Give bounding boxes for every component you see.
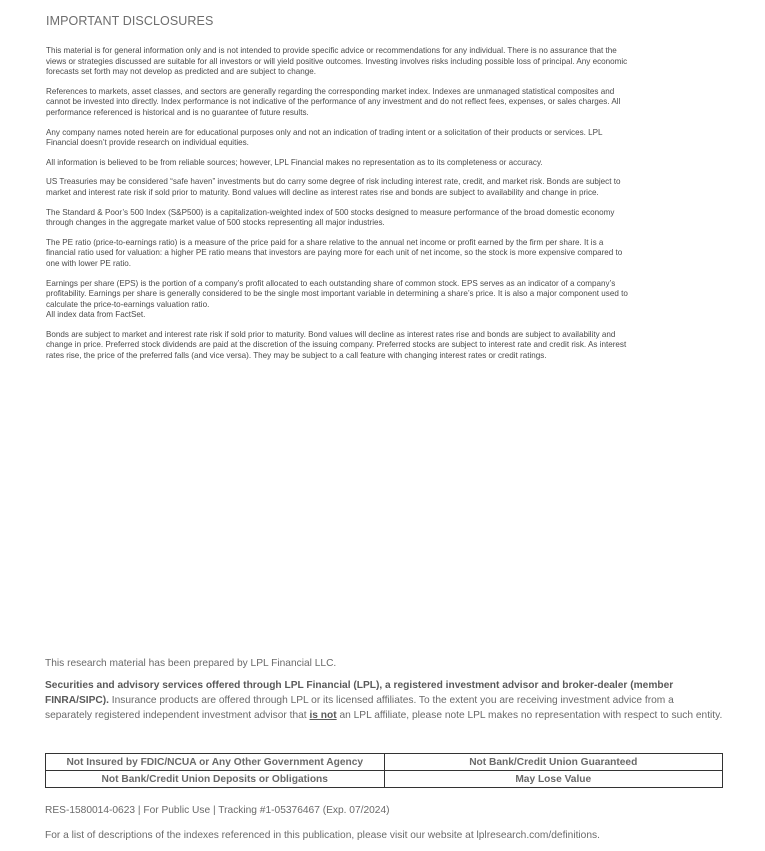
tracking-number: RES-1580014-0623 | For Public Use | Tracking #1-05376467 (Exp. 07/2024) [45,805,390,816]
disclosure-line: Financial doesn’t provide research on individual equities. [46,138,249,148]
table-row [46,754,723,771]
disclosure-line: market and interest rate risk if sold prior to maturity. Bond values will decline as interest rates rise and bonds are subject to availability and change in price. [46,187,599,197]
disclosure-line: The PE ratio (price-to-earnings ratio) is a measure of the price paid for a share relative to the annual net income or profit earned by the firm per share. It is a [46,237,604,247]
disclosure-line: one with lower PE ratio. [46,258,132,268]
disclosure-line: profitability. Earnings per share is generally considered to be the single most important variable in determining a share’s price. It is also a major component used to [46,289,628,299]
disclosure-line: Earnings per share (EPS) is the portion of a company’s profit allocated to each outstanding share of common stock. EPS serves as an indicator of a company’s [46,278,616,288]
disclosure-line: performance referenced is historical and is no guarantee of future results. [46,107,309,117]
disclosure-line: change in price. Preferred stock dividends are paid at the discretion of the issuing company. Preferred stocks are subject to interest rate and credit risk. As interest [46,340,627,350]
disclosure-line: through changes in the aggregate market value of 500 stocks representing all major industries. [46,218,385,228]
disclosure-line: References to markets, asset classes, and sectors are generally regarding the corresponding market index. Indexes are unmanaged statistical composites and [46,86,615,96]
disclosure-paragraph [46,208,722,229]
table-cell: Not Bank/Credit Union Guaranteed [384,754,723,771]
securities-text: Insurance products are offered through LPL or its licensed affiliates. To the extent you are receiving investment advice from a separately registered independent investment advisor that [45,695,674,722]
disclosure-line: Bonds are subject to market and interest rate risk if sold prior to maturity. Bond values will decline as interest rates rise and bonds are subject to availability and [46,329,616,339]
disclosure-paragraph [46,46,722,78]
disclosure-line: US Treasuries may be considered “safe haven” investments but do carry some degree of risk including interest rate, credit, and market risk. Bonds are subject to [46,177,621,187]
securities-emphasis: is not [309,710,337,722]
securities-statement [45,678,723,723]
disclosure-line: rates rise, the price of the preferred falls (and vice versa). They may be subject to a call feature with changing interest rates or credit ratings. [46,351,547,361]
securities-tail: an LPL affiliate, please note LPL makes no representation with respect to such entity. [336,710,723,722]
insurance-disclaimer-table [45,753,723,788]
disclosure-paragraph [46,238,722,270]
table-cell: Not Bank/Credit Union Deposits or Obligations [46,771,385,788]
disclosure-paragraph [46,158,722,169]
disclosure-line: All index data from FactSet. [46,310,146,320]
prepared-by-note: This research material has been prepared by LPL Financial LLC. [45,658,337,669]
disclosure-paragraph [46,279,722,321]
disclosure-paragraph [46,87,722,119]
disclosure-line: All information is believed to be from reliable sources; however, LPL Financial makes no representation as to its completeness or accuracy. [46,157,543,167]
disclosure-line: cannot be invested into directly. Index performance is not indicative of the performance of any investment and do not reflect fees, expenses, or sales charges. All [46,97,621,107]
disclosure-line: Any company names noted herein are for educational purposes only and not an indication of trading intent or a solicitation of their products or services. LPL [46,127,603,137]
disclosure-paragraph [46,128,722,149]
disclosures-heading: IMPORTANT DISCLOSURES [46,14,214,28]
disclosure-paragraph [46,177,722,198]
disclosure-paragraph [46,330,722,362]
securities-bold-text: Securities and advisory services offered through LPL Financial (LPL), a registered investment advisor and broker-dealer (member FINRA/SIPC). [45,680,674,707]
index-definitions-note: For a list of descriptions of the indexes referenced in this publication, please visit our website at lplresearch.com/definitions. [45,830,600,841]
table-cell: Not Insured by FDIC/NCUA or Any Other Government Agency [46,754,385,771]
disclosure-line: forecasts set forth may not develop as predicted and are subject to change. [46,67,316,77]
disclosure-line: calculate the price-to-earnings valuation ratio. [46,299,210,309]
disclosures-body [46,46,722,371]
disclosure-line: financial ratio used for valuation: a higher PE ratio means that investors are paying more for each unit of net income, so the stock is more expensive compared to [46,248,623,258]
disclosure-line: This material is for general information only and is not intended to provide specific advice or recommendations for any individual. There is no assurance that the [46,46,617,55]
disclosure-line: views or strategies discussed are suitable for all investors or will yield positive outcomes. Investing involves risks including possible loss of principal. Any economic [46,56,628,66]
table-row [46,771,723,788]
disclosure-line: The Standard & Poor’s 500 Index (S&P500) is a capitalization-weighted index of 500 stocks designed to measure performance of the broad domestic economy [46,207,615,217]
table-cell: May Lose Value [384,771,723,788]
